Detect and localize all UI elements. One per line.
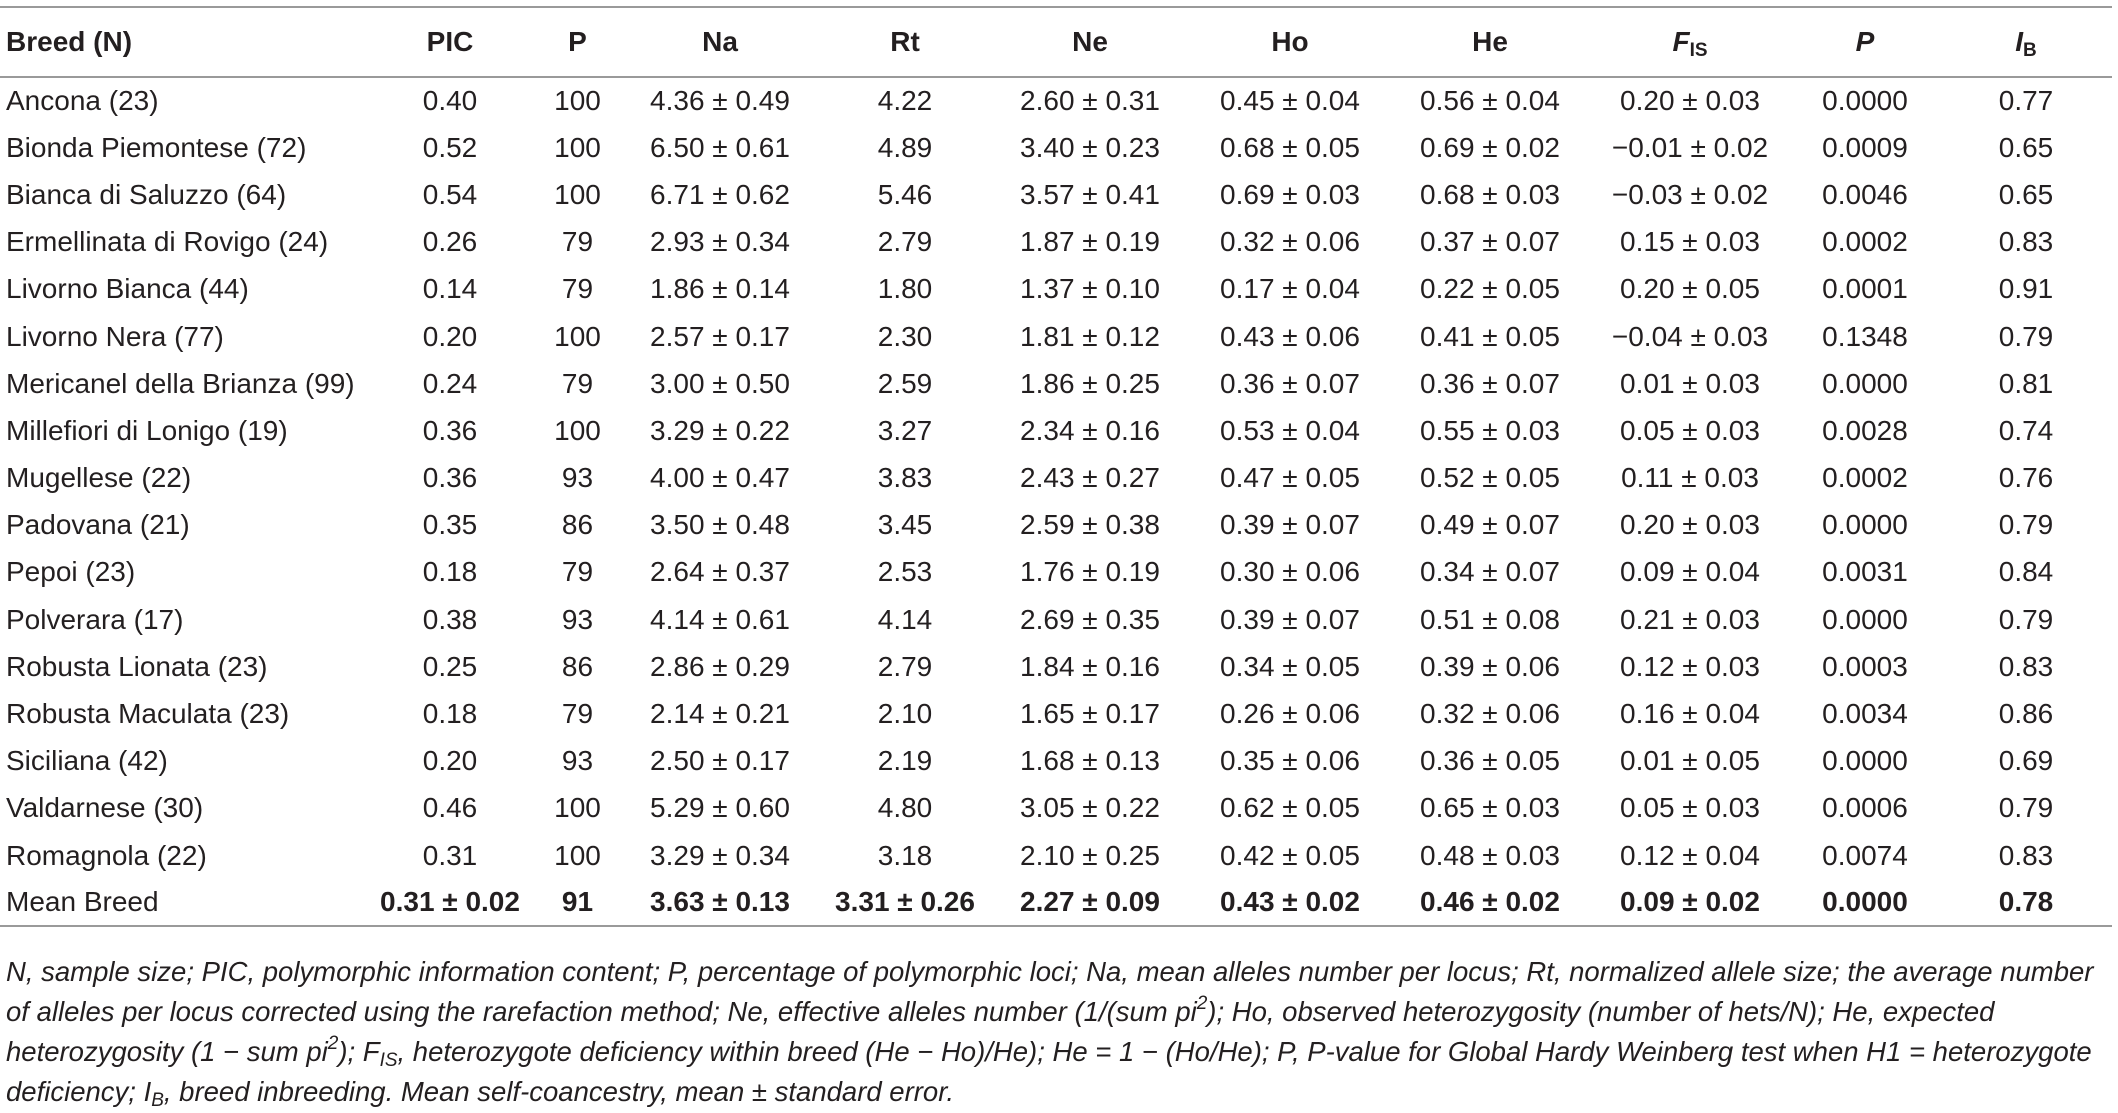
cell-ib: 0.84 [1998,556,2054,588]
cell-ho: 0.39 ± 0.07 [1220,603,1360,635]
cell-fis: 0.05 ± 0.03 [1620,414,1760,446]
cell-ib: 0.83 [1998,226,2054,258]
cell-ho: 0.17 ± 0.04 [1220,273,1360,305]
cell-ho: 0.39 ± 0.07 [1220,509,1360,541]
table-row [0,266,2112,313]
cell-ne: 1.86 ± 0.25 [1020,367,1160,399]
cell-p: 93 [561,462,594,494]
cell-fis: 0.21 ± 0.03 [1620,603,1760,635]
cell-ib: 0.81 [1998,367,2054,399]
cell-fis: 0.20 ± 0.03 [1620,85,1760,117]
cell-rt: 2.53 [877,556,933,588]
cell-fis: −0.01 ± 0.02 [1611,131,1769,163]
cell-he: 0.69 ± 0.02 [1420,131,1560,163]
cell-breed: Mugellese (22) [6,462,192,494]
cell-pic: 0.24 [422,367,478,399]
table-row [0,596,2112,643]
cell-ib: 0.79 [1998,792,2054,824]
table-row [0,219,2112,266]
cell-p: 86 [561,650,594,682]
table-row [0,455,2112,502]
cell-breed: Robusta Maculata (23) [6,698,290,730]
cell-ne: 3.40 ± 0.23 [1020,131,1160,163]
cell-na: 2.64 ± 0.37 [650,556,790,588]
cell-p: 93 [561,745,594,777]
header-row [0,7,2112,77]
cell-p: 100 [554,178,601,210]
table-row [0,690,2112,737]
cell-p: 79 [561,556,594,588]
cell-ne: 1.65 ± 0.17 [1020,698,1160,730]
cell-ho: 0.34 ± 0.05 [1220,650,1360,682]
cell-pic: 0.26 [422,226,478,258]
cell-p: 79 [561,226,594,258]
cell-pic: 0.18 [422,698,478,730]
table-row [0,785,2112,832]
cell-pic: 0.40 [422,85,478,117]
cell-breed: Romagnola (22) [6,839,207,871]
cell-p: 93 [561,603,594,635]
cell-breed: Mericanel della Brianza (99) [6,367,355,399]
cell-pic: 0.31 [422,839,478,871]
cell-p: 100 [554,792,601,824]
cell-he: 0.36 ± 0.05 [1420,745,1560,777]
cell-pic: 0.36 [422,414,478,446]
cell-pval: 0.0074 [1822,839,1908,871]
cell-rt: 2.19 [877,745,933,777]
cell-ne: 1.87 ± 0.19 [1020,226,1160,258]
cell-fis: 0.12 ± 0.03 [1620,650,1760,682]
cell-p: 100 [554,85,601,117]
cell-pic: 0.52 [422,131,478,163]
cell-ib: 0.74 [1998,414,2054,446]
cell-ne: 3.57 ± 0.41 [1020,178,1160,210]
cell-rt: 4.14 [877,603,933,635]
cell-pval: 0.0000 [1822,367,1908,399]
table-row [0,832,2112,879]
table-body [0,77,2112,926]
cell-ho: 0.43 ± 0.06 [1220,320,1360,352]
cell-fis: 0.12 ± 0.04 [1620,839,1760,871]
cell-breed: Polverara (17) [6,603,184,635]
cell-breed: Ermellinata di Rovigo (24) [6,226,329,258]
cell-pval: 0.0000 [1790,879,1940,926]
cell-rt: 2.79 [877,650,933,682]
cell-ne: 1.84 ± 0.16 [1020,650,1160,682]
table-row [0,124,2112,171]
cell-he: 0.36 ± 0.07 [1420,367,1560,399]
cell-ib: 0.79 [1998,603,2054,635]
cell-ho: 0.53 ± 0.04 [1220,414,1360,446]
cell-he: 0.68 ± 0.03 [1420,178,1560,210]
cell-he: 0.52 ± 0.05 [1420,462,1560,494]
cell-na: 2.57 ± 0.17 [650,320,790,352]
cell-rt: 2.30 [877,320,933,352]
header-na: Na [620,7,820,77]
cell-ne: 1.81 ± 0.12 [1020,320,1160,352]
cell-he: 0.46 ± 0.02 [1390,879,1590,926]
cell-p: 91 [535,879,620,926]
cell-ne: 1.76 ± 0.19 [1020,556,1160,588]
cell-p: 79 [561,273,594,305]
cell-fis: −0.03 ± 0.02 [1611,178,1769,210]
cell-pic: 0.14 [422,273,478,305]
header-rt: Rt [820,7,990,77]
cell-rt: 4.80 [877,792,933,824]
cell-na: 3.63 ± 0.13 [620,879,820,926]
cell-he: 0.34 ± 0.07 [1420,556,1560,588]
cell-ne: 2.69 ± 0.35 [1020,603,1160,635]
cell-pval: 0.0000 [1822,603,1908,635]
cell-ib: 0.65 [1998,131,2054,163]
cell-breed: Padovana (21) [6,509,190,541]
cell-fis: 0.01 ± 0.05 [1620,745,1760,777]
cell-pval: 0.0006 [1822,792,1908,824]
cell-pval: 0.0000 [1822,85,1908,117]
cell-breed: Valdarnese (30) [6,792,204,824]
cell-pval: 0.1348 [1822,320,1908,352]
cell-ho: 0.30 ± 0.06 [1220,556,1360,588]
cell-breed: Livorno Nera (77) [6,320,224,352]
cell-ib: 0.79 [1998,320,2054,352]
cell-he: 0.39 ± 0.06 [1420,650,1560,682]
cell-ne: 1.68 ± 0.13 [1020,745,1160,777]
cell-ib: 0.65 [1998,178,2054,210]
cell-he: 0.32 ± 0.06 [1420,698,1560,730]
cell-na: 2.86 ± 0.29 [650,650,790,682]
header-ib: $I_B$ [1940,7,2112,77]
cell-rt: 3.18 [877,839,933,871]
cell-pic: 0.35 [422,509,478,541]
header-pic: PIC [365,7,535,77]
table-row [0,360,2112,407]
cell-ne: 2.34 ± 0.16 [1020,414,1160,446]
cell-rt: 3.83 [877,462,933,494]
cell-ne: 2.27 ± 0.09 [990,879,1190,926]
cell-ib: 0.83 [1998,650,2054,682]
table-row [0,879,2112,926]
cell-pval: 0.0000 [1822,745,1908,777]
table-row [0,738,2112,785]
cell-pic: 0.38 [422,603,478,635]
cell-ne: 2.59 ± 0.38 [1020,509,1160,541]
header-breed: Breed (N) [0,7,365,77]
cell-fis: −0.04 ± 0.03 [1611,320,1769,352]
cell-p: 86 [561,509,594,541]
cell-fis: 0.01 ± 0.03 [1620,367,1760,399]
cell-ib: 0.76 [1998,462,2054,494]
cell-ib: 0.77 [1998,85,2054,117]
cell-rt: 4.22 [877,85,933,117]
cell-na: 3.00 ± 0.50 [650,367,790,399]
header-p: P [535,7,620,77]
cell-rt: 2.59 [877,367,933,399]
cell-he: 0.41 ± 0.05 [1420,320,1560,352]
cell-na: 3.50 ± 0.48 [650,509,790,541]
header-p-value: P [1790,7,1940,77]
cell-ne: 2.10 ± 0.25 [1020,839,1160,871]
cell-ho: 0.42 ± 0.05 [1220,839,1360,871]
cell-fis: 0.16 ± 0.04 [1620,698,1760,730]
cell-pval: 0.0001 [1822,273,1908,305]
cell-ib: 0.91 [1998,273,2054,305]
cell-ho: 0.68 ± 0.05 [1220,131,1360,163]
table-row [0,643,2112,690]
header-ho: Ho [1190,7,1390,77]
cell-ho: 0.35 ± 0.06 [1220,745,1360,777]
cell-he: 0.65 ± 0.03 [1420,792,1560,824]
cell-rt: 2.79 [877,226,933,258]
cell-pic: 0.46 [422,792,478,824]
header-ne: Ne [990,7,1190,77]
cell-ho: 0.32 ± 0.06 [1220,226,1360,258]
cell-pval: 0.0034 [1822,698,1908,730]
cell-he: 0.56 ± 0.04 [1420,85,1560,117]
cell-pval: 0.0002 [1822,462,1908,494]
cell-rt: 4.89 [877,131,933,163]
table-row [0,407,2112,454]
cell-na: 4.36 ± 0.49 [650,85,790,117]
cell-p: 100 [554,131,601,163]
table-row [0,502,2112,549]
cell-breed: Robusta Lionata (23) [6,650,268,682]
cell-fis: 0.20 ± 0.05 [1620,273,1760,305]
cell-fis: 0.11 ± 0.03 [1621,462,1759,494]
cell-pic: 0.25 [422,650,478,682]
cell-na: 2.14 ± 0.21 [650,698,790,730]
table-row [0,313,2112,360]
cell-ib: 0.83 [1998,839,2054,871]
cell-breed: Millefiori di Lonigo (19) [6,414,288,446]
cell-pval: 0.0046 [1822,178,1908,210]
cell-na: 3.29 ± 0.22 [650,414,790,446]
cell-breed: Mean Breed [0,879,365,926]
cell-pval: 0.0009 [1822,131,1908,163]
cell-breed: Siciliana (42) [6,745,168,777]
cell-pval: 0.0002 [1822,226,1908,258]
cell-ho: 0.62 ± 0.05 [1220,792,1360,824]
cell-rt: 3.27 [877,414,933,446]
cell-na: 4.14 ± 0.61 [650,603,790,635]
cell-ib: 0.69 [1998,745,2054,777]
cell-fis: 0.09 ± 0.02 [1590,879,1790,926]
cell-p: 100 [554,320,601,352]
cell-pval: 0.0000 [1822,509,1908,541]
cell-he: 0.37 ± 0.07 [1420,226,1560,258]
cell-pic: 0.20 [422,320,478,352]
cell-he: 0.51 ± 0.08 [1420,603,1560,635]
cell-ib: 0.79 [1998,509,2054,541]
cell-breed: Bianca di Saluzzo (64) [6,178,287,210]
cell-he: 0.22 ± 0.05 [1420,273,1560,305]
cell-na: 5.29 ± 0.60 [650,792,790,824]
cell-breed: Bionda Piemontese (72) [6,131,307,163]
cell-fis: 0.09 ± 0.04 [1620,556,1760,588]
cell-he: 0.48 ± 0.03 [1420,839,1560,871]
cell-pic: 0.36 [422,462,478,494]
cell-ho: 0.47 ± 0.05 [1220,462,1360,494]
cell-ho: 0.26 ± 0.06 [1220,698,1360,730]
cell-pval: 0.0028 [1822,414,1908,446]
cell-pic: 0.31 ± 0.02 [365,879,535,926]
cell-breed: Pepoi (23) [6,556,136,588]
cell-fis: 0.15 ± 0.03 [1620,226,1760,258]
cell-na: 4.00 ± 0.47 [650,462,790,494]
cell-na: 6.50 ± 0.61 [650,131,790,163]
cell-rt: 1.80 [877,273,933,305]
table-row [0,77,2112,124]
genetic-diversity-table [0,6,2112,927]
cell-ne: 3.05 ± 0.22 [1020,792,1160,824]
table-footnote: N, sample size; PIC, polymorphic information content; P, percentage of polymorphic loci; Na, mean alleles number per locus; Rt, normalized allele size; the average number of alleles per locus corrected using the rarefaction method; Ne, effective alleles number (1/(sum $pi^2$); Ho, observed heterozygosity (number of hets/N); He, expected heterozygosity (1 − sum $pi^2$); $F_{IS}$, heterozygote deficiency within breed (He − Ho)/He); He = 1 − (Ho/He); P, P-value for Global Hardy Weinberg test when H1 = heterozygote deficiency; $I_B$, breed inbreeding. Mean self-coancestry, mean ± standard error. [6,956,2094,1111]
cell-na: 3.29 ± 0.34 [650,839,790,871]
cell-pic: 0.20 [422,745,478,777]
cell-pval: 0.0031 [1822,556,1908,588]
cell-na: 6.71 ± 0.62 [650,178,790,210]
cell-ne: 2.60 ± 0.31 [1020,85,1160,117]
cell-p: 79 [561,698,594,730]
cell-pval: 0.0003 [1822,650,1908,682]
cell-p: 79 [561,367,594,399]
header-fis: $F_{IS}$ [1590,7,1790,77]
cell-ho: 0.36 ± 0.07 [1220,367,1360,399]
cell-ho: 0.43 ± 0.02 [1190,879,1390,926]
cell-ho: 0.45 ± 0.04 [1220,85,1360,117]
cell-pic: 0.54 [422,178,478,210]
cell-ne: 2.43 ± 0.27 [1020,462,1160,494]
cell-ib: 0.78 [1940,879,2112,926]
cell-rt: 3.31 ± 0.26 [820,879,990,926]
table-row [0,549,2112,596]
cell-ne: 1.37 ± 0.10 [1020,273,1160,305]
cell-ib: 0.86 [1998,698,2054,730]
cell-breed: Ancona (23) [6,85,159,117]
cell-rt: 2.10 [877,698,933,730]
cell-na: 1.86 ± 0.14 [650,273,790,305]
cell-fis: 0.20 ± 0.03 [1620,509,1760,541]
cell-rt: 5.46 [877,178,933,210]
cell-he: 0.55 ± 0.03 [1420,414,1560,446]
cell-fis: 0.05 ± 0.03 [1620,792,1760,824]
cell-p: 100 [554,414,601,446]
table-row [0,171,2112,218]
cell-p: 100 [554,839,601,871]
cell-ho: 0.69 ± 0.03 [1220,178,1360,210]
header-he: He [1390,7,1590,77]
cell-na: 2.93 ± 0.34 [650,226,790,258]
cell-rt: 3.45 [877,509,933,541]
cell-na: 2.50 ± 0.17 [650,745,790,777]
cell-pic: 0.18 [422,556,478,588]
cell-breed: Livorno Bianca (44) [6,273,249,305]
cell-he: 0.49 ± 0.07 [1420,509,1560,541]
